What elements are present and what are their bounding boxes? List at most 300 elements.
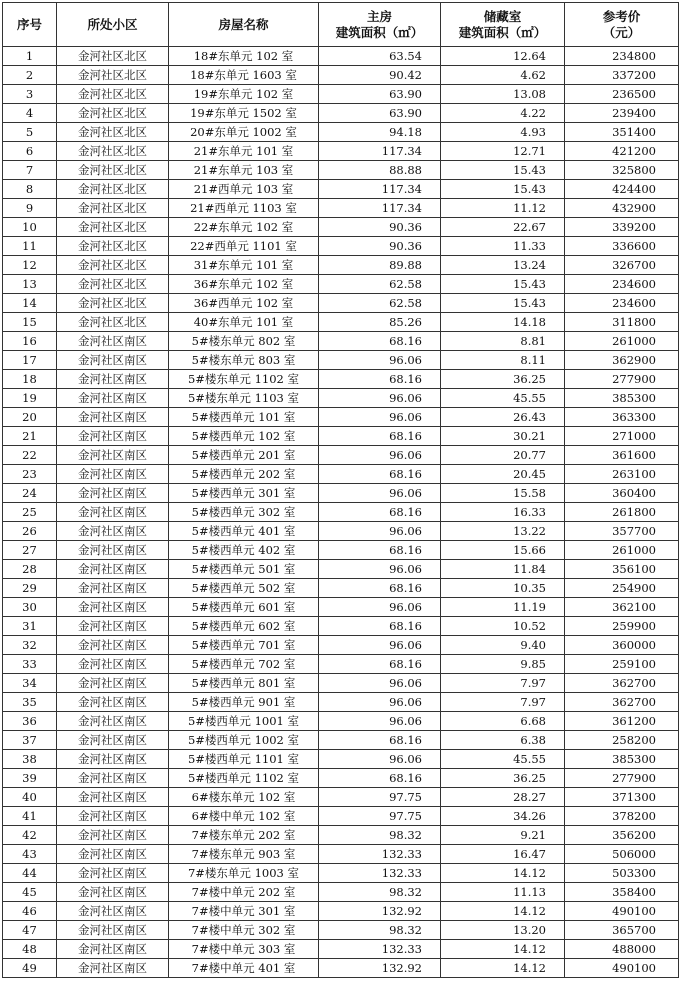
cell-house-name: 5#楼西单元 102 室	[169, 427, 319, 446]
cell-storage-area: 11.12	[441, 199, 565, 218]
cell-seq: 27	[3, 541, 57, 560]
table-row	[3, 275, 679, 294]
cell-storage-area: 45.55	[441, 389, 565, 408]
cell-community: 金河社区北区	[57, 256, 169, 275]
cell-price: 371300	[565, 788, 679, 807]
cell-storage-area: 13.24	[441, 256, 565, 275]
table-row	[3, 579, 679, 598]
cell-house-name: 18#东单元 1603 室	[169, 66, 319, 85]
table-row	[3, 826, 679, 845]
cell-main-area: 96.06	[319, 522, 441, 541]
cell-price: 234600	[565, 294, 679, 313]
cell-storage-area: 6.38	[441, 731, 565, 750]
cell-house-name: 5#楼西单元 101 室	[169, 408, 319, 427]
cell-main-area: 96.06	[319, 389, 441, 408]
cell-main-area: 68.16	[319, 503, 441, 522]
cell-seq: 22	[3, 446, 57, 465]
table-row	[3, 465, 679, 484]
table-row	[3, 85, 679, 104]
cell-house-name: 21#东单元 103 室	[169, 161, 319, 180]
cell-community: 金河社区北区	[57, 85, 169, 104]
cell-house-name: 7#楼中单元 302 室	[169, 921, 319, 940]
cell-seq: 33	[3, 655, 57, 674]
cell-price: 239400	[565, 104, 679, 123]
table-row	[3, 66, 679, 85]
cell-storage-area: 4.62	[441, 66, 565, 85]
cell-storage-area: 13.08	[441, 85, 565, 104]
cell-price: 506000	[565, 845, 679, 864]
cell-house-name: 5#楼西单元 501 室	[169, 560, 319, 579]
cell-storage-area: 8.81	[441, 332, 565, 351]
table-row	[3, 256, 679, 275]
cell-storage-area: 28.27	[441, 788, 565, 807]
cell-seq: 36	[3, 712, 57, 731]
cell-community: 金河社区南区	[57, 883, 169, 902]
cell-price: 385300	[565, 750, 679, 769]
cell-main-area: 68.16	[319, 427, 441, 446]
cell-storage-area: 36.25	[441, 769, 565, 788]
cell-seq: 24	[3, 484, 57, 503]
table-row	[3, 807, 679, 826]
cell-main-area: 63.90	[319, 85, 441, 104]
table-row	[3, 731, 679, 750]
cell-seq: 40	[3, 788, 57, 807]
cell-price: 490100	[565, 902, 679, 921]
cell-price: 378200	[565, 807, 679, 826]
cell-price: 503300	[565, 864, 679, 883]
cell-main-area: 96.06	[319, 750, 441, 769]
table-row	[3, 883, 679, 902]
cell-house-name: 18#东单元 102 室	[169, 47, 319, 66]
cell-price: 362700	[565, 693, 679, 712]
cell-price: 337200	[565, 66, 679, 85]
cell-community: 金河社区南区	[57, 484, 169, 503]
cell-storage-area: 20.77	[441, 446, 565, 465]
cell-price: 363300	[565, 408, 679, 427]
cell-price: 362900	[565, 351, 679, 370]
cell-house-name: 5#楼西单元 1102 室	[169, 769, 319, 788]
cell-storage-area: 9.21	[441, 826, 565, 845]
cell-main-area: 96.06	[319, 446, 441, 465]
header-seq: 序号	[3, 3, 57, 47]
cell-seq: 8	[3, 180, 57, 199]
cell-community: 金河社区北区	[57, 275, 169, 294]
cell-house-name: 6#楼中单元 102 室	[169, 807, 319, 826]
cell-seq: 15	[3, 313, 57, 332]
cell-community: 金河社区南区	[57, 845, 169, 864]
cell-storage-area: 9.85	[441, 655, 565, 674]
table-row	[3, 161, 679, 180]
cell-main-area: 90.36	[319, 218, 441, 237]
cell-community: 金河社区南区	[57, 522, 169, 541]
cell-main-area: 88.88	[319, 161, 441, 180]
table-row	[3, 712, 679, 731]
cell-main-area: 90.36	[319, 237, 441, 256]
table-row	[3, 522, 679, 541]
cell-price: 339200	[565, 218, 679, 237]
cell-price: 234800	[565, 47, 679, 66]
cell-main-area: 117.34	[319, 180, 441, 199]
header-storage-area-line2: 建筑面积（㎡）	[458, 24, 547, 40]
cell-main-area: 85.26	[319, 313, 441, 332]
cell-main-area: 98.32	[319, 883, 441, 902]
cell-seq: 19	[3, 389, 57, 408]
cell-main-area: 132.33	[319, 864, 441, 883]
cell-community: 金河社区北区	[57, 313, 169, 332]
cell-community: 金河社区南区	[57, 693, 169, 712]
cell-house-name: 6#楼东单元 102 室	[169, 788, 319, 807]
table-row	[3, 769, 679, 788]
cell-main-area: 68.16	[319, 769, 441, 788]
cell-price: 261000	[565, 332, 679, 351]
cell-house-name: 5#楼西单元 301 室	[169, 484, 319, 503]
cell-community: 金河社区南区	[57, 503, 169, 522]
cell-seq: 18	[3, 370, 57, 389]
cell-house-name: 7#楼东单元 1003 室	[169, 864, 319, 883]
cell-seq: 11	[3, 237, 57, 256]
cell-storage-area: 15.43	[441, 161, 565, 180]
cell-house-name: 5#楼西单元 201 室	[169, 446, 319, 465]
cell-house-name: 21#东单元 101 室	[169, 142, 319, 161]
cell-storage-area: 26.43	[441, 408, 565, 427]
cell-storage-area: 30.21	[441, 427, 565, 446]
cell-house-name: 5#楼西单元 401 室	[169, 522, 319, 541]
cell-house-name: 5#楼西单元 601 室	[169, 598, 319, 617]
table-row	[3, 313, 679, 332]
cell-main-area: 98.32	[319, 826, 441, 845]
cell-house-name: 5#楼西单元 701 室	[169, 636, 319, 655]
table-row	[3, 484, 679, 503]
cell-price: 261000	[565, 541, 679, 560]
cell-price: 365700	[565, 921, 679, 940]
table-row	[3, 294, 679, 313]
table-row	[3, 864, 679, 883]
cell-community: 金河社区南区	[57, 389, 169, 408]
cell-seq: 14	[3, 294, 57, 313]
table-row	[3, 655, 679, 674]
cell-house-name: 5#楼西单元 402 室	[169, 541, 319, 560]
cell-price: 351400	[565, 123, 679, 142]
cell-price: 361200	[565, 712, 679, 731]
cell-community: 金河社区南区	[57, 427, 169, 446]
cell-storage-area: 16.47	[441, 845, 565, 864]
cell-seq: 32	[3, 636, 57, 655]
cell-price: 326700	[565, 256, 679, 275]
table-row	[3, 408, 679, 427]
cell-main-area: 68.16	[319, 731, 441, 750]
cell-storage-area: 14.18	[441, 313, 565, 332]
cell-main-area: 68.16	[319, 617, 441, 636]
cell-price: 362700	[565, 674, 679, 693]
table-row	[3, 180, 679, 199]
cell-main-area: 132.33	[319, 940, 441, 959]
cell-storage-area: 14.12	[441, 959, 565, 978]
table-body	[3, 47, 679, 978]
cell-price: 357700	[565, 522, 679, 541]
cell-seq: 38	[3, 750, 57, 769]
cell-storage-area: 13.22	[441, 522, 565, 541]
cell-house-name: 5#楼西单元 702 室	[169, 655, 319, 674]
table-row	[3, 959, 679, 978]
cell-price: 277900	[565, 769, 679, 788]
cell-community: 金河社区南区	[57, 598, 169, 617]
cell-price: 356100	[565, 560, 679, 579]
cell-house-name: 5#楼东单元 1102 室	[169, 370, 319, 389]
cell-price: 325800	[565, 161, 679, 180]
cell-community: 金河社区南区	[57, 940, 169, 959]
cell-main-area: 96.06	[319, 560, 441, 579]
cell-main-area: 62.58	[319, 294, 441, 313]
cell-seq: 35	[3, 693, 57, 712]
header-main-area-line2: 建筑面积（㎡）	[335, 24, 424, 40]
cell-main-area: 97.75	[319, 788, 441, 807]
cell-seq: 16	[3, 332, 57, 351]
table-row	[3, 351, 679, 370]
cell-community: 金河社区南区	[57, 712, 169, 731]
cell-storage-area: 10.52	[441, 617, 565, 636]
header-main-area	[319, 3, 441, 47]
cell-community: 金河社区北区	[57, 199, 169, 218]
cell-seq: 29	[3, 579, 57, 598]
cell-seq: 3	[3, 85, 57, 104]
cell-main-area: 132.33	[319, 845, 441, 864]
cell-price: 490100	[565, 959, 679, 978]
cell-storage-area: 13.20	[441, 921, 565, 940]
cell-house-name: 7#楼中单元 301 室	[169, 902, 319, 921]
table-row	[3, 237, 679, 256]
cell-community: 金河社区南区	[57, 674, 169, 693]
cell-price: 263100	[565, 465, 679, 484]
table-row	[3, 503, 679, 522]
cell-price: 311800	[565, 313, 679, 332]
cell-price: 234600	[565, 275, 679, 294]
cell-community: 金河社区南区	[57, 769, 169, 788]
cell-price: 432900	[565, 199, 679, 218]
cell-community: 金河社区南区	[57, 332, 169, 351]
table-row	[3, 47, 679, 66]
cell-community: 金河社区北区	[57, 47, 169, 66]
cell-house-name: 7#楼东单元 903 室	[169, 845, 319, 864]
cell-storage-area: 12.64	[441, 47, 565, 66]
cell-price: 258200	[565, 731, 679, 750]
cell-storage-area: 15.43	[441, 180, 565, 199]
header-house-name: 房屋名称	[169, 3, 319, 47]
cell-community: 金河社区南区	[57, 807, 169, 826]
cell-main-area: 117.34	[319, 142, 441, 161]
cell-community: 金河社区北区	[57, 123, 169, 142]
cell-storage-area: 11.19	[441, 598, 565, 617]
header-main-area-line1: 主房	[366, 8, 392, 24]
cell-main-area: 90.42	[319, 66, 441, 85]
cell-seq: 41	[3, 807, 57, 826]
cell-seq: 7	[3, 161, 57, 180]
cell-house-name: 21#西单元 1103 室	[169, 199, 319, 218]
cell-seq: 26	[3, 522, 57, 541]
table-row	[3, 788, 679, 807]
cell-price: 362100	[565, 598, 679, 617]
cell-house-name: 5#楼西单元 602 室	[169, 617, 319, 636]
cell-house-name: 5#楼西单元 202 室	[169, 465, 319, 484]
cell-community: 金河社区南区	[57, 408, 169, 427]
cell-community: 金河社区南区	[57, 655, 169, 674]
cell-storage-area: 7.97	[441, 693, 565, 712]
cell-house-name: 5#楼西单元 1001 室	[169, 712, 319, 731]
cell-seq: 43	[3, 845, 57, 864]
cell-house-name: 5#楼西单元 502 室	[169, 579, 319, 598]
cell-main-area: 63.54	[319, 47, 441, 66]
header-price	[565, 3, 679, 47]
cell-house-name: 7#楼中单元 303 室	[169, 940, 319, 959]
cell-community: 金河社区南区	[57, 541, 169, 560]
header-price-line1: 参考价	[602, 8, 641, 24]
cell-seq: 1	[3, 47, 57, 66]
cell-community: 金河社区南区	[57, 788, 169, 807]
cell-seq: 39	[3, 769, 57, 788]
table-row	[3, 541, 679, 560]
cell-community: 金河社区南区	[57, 959, 169, 978]
cell-community: 金河社区北区	[57, 161, 169, 180]
cell-house-name: 22#西单元 1101 室	[169, 237, 319, 256]
cell-community: 金河社区北区	[57, 294, 169, 313]
cell-price: 360000	[565, 636, 679, 655]
cell-community: 金河社区南区	[57, 370, 169, 389]
cell-house-name: 7#楼东单元 202 室	[169, 826, 319, 845]
cell-community: 金河社区南区	[57, 731, 169, 750]
cell-main-area: 89.88	[319, 256, 441, 275]
cell-house-name: 5#楼西单元 302 室	[169, 503, 319, 522]
cell-house-name: 31#东单元 101 室	[169, 256, 319, 275]
cell-seq: 23	[3, 465, 57, 484]
cell-seq: 20	[3, 408, 57, 427]
cell-house-name: 36#东单元 102 室	[169, 275, 319, 294]
cell-main-area: 132.92	[319, 902, 441, 921]
cell-storage-area: 11.13	[441, 883, 565, 902]
cell-community: 金河社区北区	[57, 104, 169, 123]
cell-house-name: 5#楼东单元 1103 室	[169, 389, 319, 408]
header-price-line2: （元）	[602, 24, 641, 40]
cell-storage-area: 9.40	[441, 636, 565, 655]
cell-storage-area: 16.33	[441, 503, 565, 522]
cell-storage-area: 12.71	[441, 142, 565, 161]
table-header	[3, 3, 679, 47]
cell-seq: 46	[3, 902, 57, 921]
cell-community: 金河社区北区	[57, 142, 169, 161]
table-row	[3, 332, 679, 351]
table-row	[3, 446, 679, 465]
table-row	[3, 104, 679, 123]
cell-storage-area: 8.11	[441, 351, 565, 370]
cell-price: 236500	[565, 85, 679, 104]
cell-storage-area: 36.25	[441, 370, 565, 389]
cell-seq: 17	[3, 351, 57, 370]
table-row	[3, 598, 679, 617]
cell-storage-area: 45.55	[441, 750, 565, 769]
cell-price: 259900	[565, 617, 679, 636]
header-storage-area	[441, 3, 565, 47]
cell-seq: 6	[3, 142, 57, 161]
cell-storage-area: 14.12	[441, 902, 565, 921]
cell-main-area: 96.06	[319, 693, 441, 712]
header-storage-area-line1: 储藏室	[483, 8, 522, 24]
cell-price: 361600	[565, 446, 679, 465]
cell-seq: 30	[3, 598, 57, 617]
cell-seq: 13	[3, 275, 57, 294]
cell-house-name: 40#东单元 101 室	[169, 313, 319, 332]
table-row	[3, 902, 679, 921]
cell-main-area: 96.06	[319, 712, 441, 731]
cell-price: 358400	[565, 883, 679, 902]
cell-community: 金河社区南区	[57, 636, 169, 655]
cell-seq: 21	[3, 427, 57, 446]
table-row	[3, 560, 679, 579]
cell-community: 金河社区南区	[57, 864, 169, 883]
cell-house-name: 7#楼中单元 202 室	[169, 883, 319, 902]
cell-seq: 10	[3, 218, 57, 237]
cell-seq: 9	[3, 199, 57, 218]
cell-main-area: 63.90	[319, 104, 441, 123]
cell-storage-area: 15.43	[441, 275, 565, 294]
cell-price: 271000	[565, 427, 679, 446]
cell-main-area: 98.32	[319, 921, 441, 940]
cell-price: 421200	[565, 142, 679, 161]
cell-price: 259100	[565, 655, 679, 674]
cell-house-name: 5#楼西单元 801 室	[169, 674, 319, 693]
cell-storage-area: 15.58	[441, 484, 565, 503]
cell-price: 424400	[565, 180, 679, 199]
cell-seq: 25	[3, 503, 57, 522]
cell-seq: 48	[3, 940, 57, 959]
cell-seq: 44	[3, 864, 57, 883]
table-row	[3, 617, 679, 636]
cell-house-name: 5#楼西单元 1101 室	[169, 750, 319, 769]
cell-house-name: 5#楼东单元 803 室	[169, 351, 319, 370]
table-row	[3, 845, 679, 864]
cell-main-area: 96.06	[319, 598, 441, 617]
cell-storage-area: 10.35	[441, 579, 565, 598]
cell-storage-area: 15.43	[441, 294, 565, 313]
cell-seq: 47	[3, 921, 57, 940]
cell-storage-area: 15.66	[441, 541, 565, 560]
cell-seq: 31	[3, 617, 57, 636]
cell-house-name: 21#西单元 103 室	[169, 180, 319, 199]
cell-main-area: 96.06	[319, 636, 441, 655]
cell-community: 金河社区南区	[57, 921, 169, 940]
cell-price: 254900	[565, 579, 679, 598]
table-row	[3, 427, 679, 446]
cell-storage-area: 4.93	[441, 123, 565, 142]
cell-storage-area: 6.68	[441, 712, 565, 731]
table-row	[3, 218, 679, 237]
cell-community: 金河社区南区	[57, 351, 169, 370]
cell-community: 金河社区南区	[57, 826, 169, 845]
cell-storage-area: 11.33	[441, 237, 565, 256]
housing-price-table-container	[2, 2, 679, 978]
cell-storage-area: 20.45	[441, 465, 565, 484]
cell-community: 金河社区南区	[57, 560, 169, 579]
header-row	[3, 3, 679, 47]
table-row	[3, 199, 679, 218]
cell-house-name: 5#楼西单元 1002 室	[169, 731, 319, 750]
cell-main-area: 96.06	[319, 408, 441, 427]
cell-house-name: 7#楼中单元 401 室	[169, 959, 319, 978]
cell-seq: 4	[3, 104, 57, 123]
cell-seq: 28	[3, 560, 57, 579]
cell-house-name: 20#东单元 1002 室	[169, 123, 319, 142]
cell-main-area: 68.16	[319, 332, 441, 351]
housing-price-table	[2, 2, 679, 978]
table-row	[3, 921, 679, 940]
cell-house-name: 5#楼西单元 901 室	[169, 693, 319, 712]
